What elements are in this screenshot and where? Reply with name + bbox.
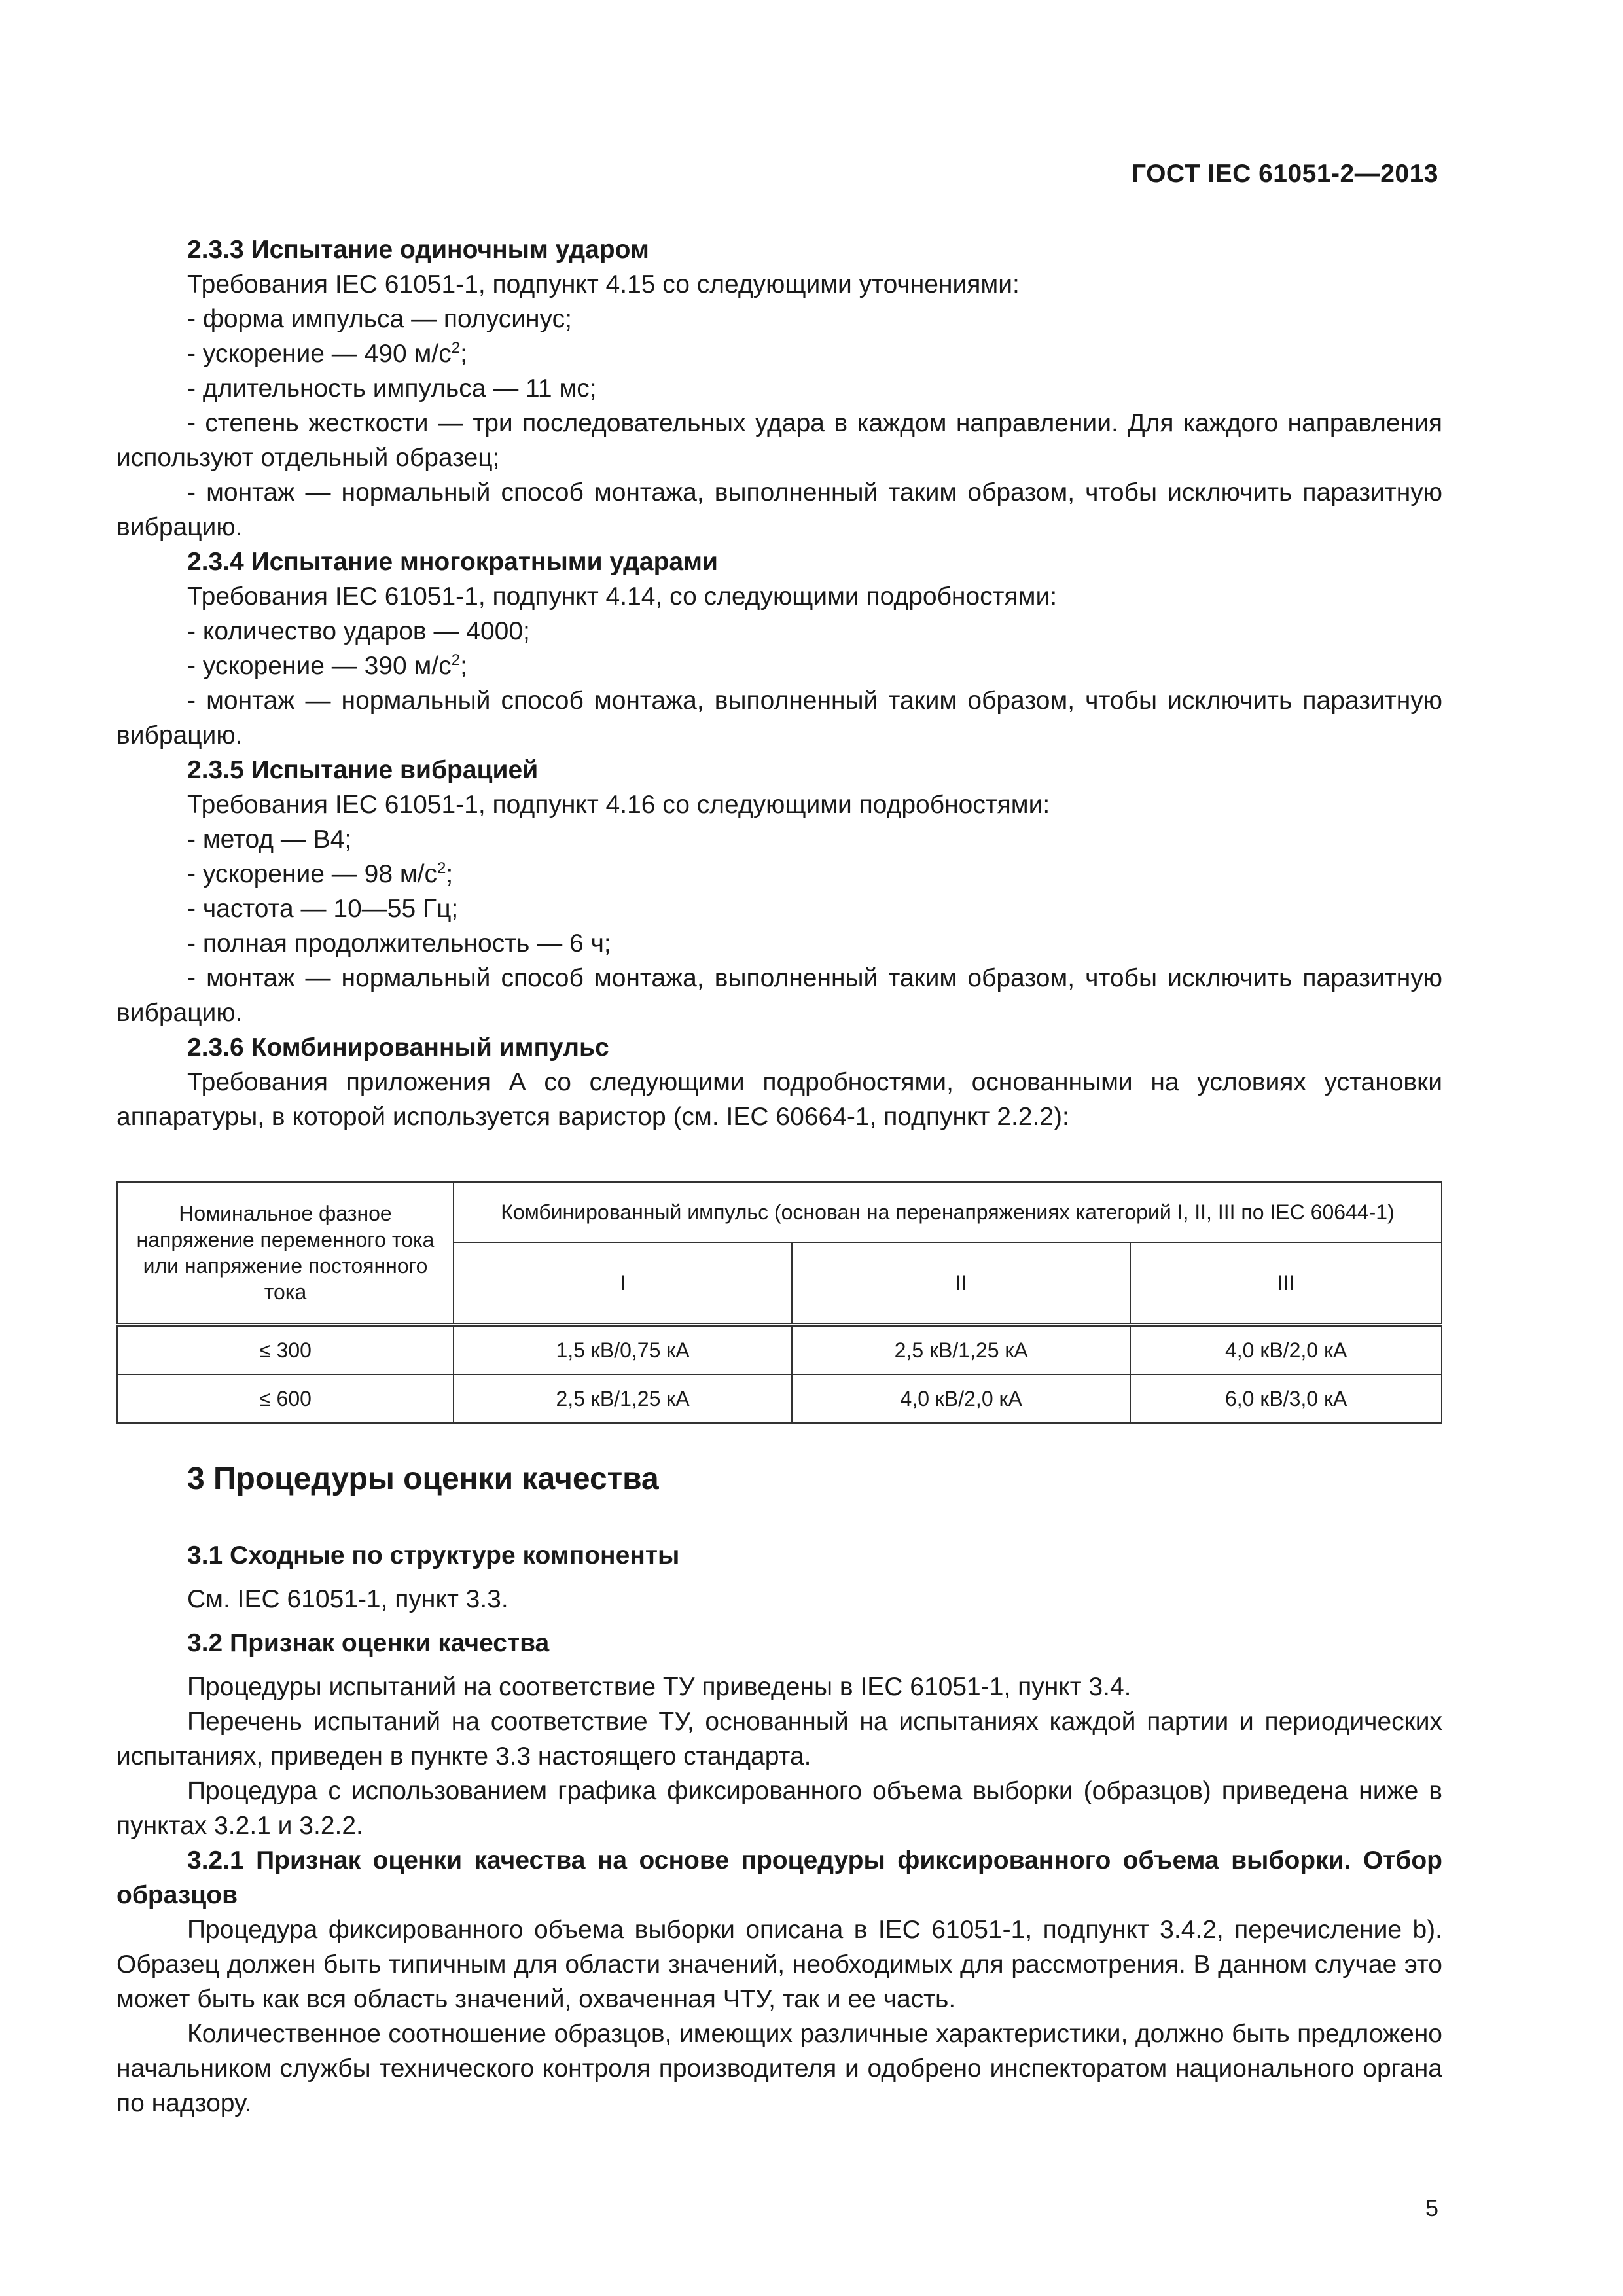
list-item-text: - ускорение — 490 м/с [187,340,452,368]
list-item [116,857,1442,891]
section-heading: 2.3.4 Испытание многократными ударами [187,548,718,576]
list-item: - монтаж — нормальный способ монтажа, выполненный таким образом, чтобы исключить паразитную вибрацию. [116,964,1442,1027]
paragraph: Перечень испытаний на соответствие ТУ, основанный на испытаниях каждой партии и периодических испытаниях, приведен в пункте 3.3 настоящего стандарта. [116,1708,1442,1770]
paragraph: Процедура фиксированного объема выборки описана в IEC 61051-1, подпункт 3.4.2, перечисление b). Образец должен быть типичным для области значений, необходимых для рассмотрения. В данном случае это может быть как вся область значений, охваченная ЧТУ, так и ее часть. [116,1916,1442,2013]
table-cell: 4,0 кВ/2,0 кА [1130,1325,1442,1374]
section-heading: 3.2.1 Признак оценки качества на основе процедуры фиксированного объема выборки. Отбор образцов [116,1846,1442,1909]
list-item [116,649,1442,683]
punctuation: ; [460,652,467,680]
paragraph: Количественное соотношение образцов, имеющих различные характеристики, должно быть предложено начальником службы технического контроля производителя и одобрено инспекторатом национального органа по надзору. [116,2020,1442,2117]
list-item: - длительность импульса — 11 мс; [187,374,597,403]
list-item-text: - ускорение — 390 м/с [187,652,452,680]
combined-impulse-table [116,1181,1442,1424]
table-cell: 1,5 кВ/0,75 кА [454,1325,792,1374]
paragraph: Процедура с использованием графика фиксированного объема выборки (образцов) приведена ниже в пунктах 3.2.1 и 3.2.2. [116,1777,1442,1840]
section-heading: 2.3.6 Комбинированный импульс [187,1033,609,1062]
list-item: - полная продолжительность — 6 ч; [187,929,611,958]
table-row [117,1325,1442,1374]
table-cell: ≤ 300 [117,1325,454,1374]
document-body [116,232,1442,2121]
list-item: - форма импульса — полусинус; [187,305,572,333]
paragraph: Требования IEC 61051-1, подпункт 4.15 со следующими уточнениями: [187,270,1020,298]
list-item: - монтаж — нормальный способ монтажа, выполненный таким образом, чтобы исключить паразитную вибрацию. [116,478,1442,541]
paragraph: Процедуры испытаний на соответствие ТУ приведены в IEC 61051-1, пункт 3.4. [187,1673,1132,1701]
table-row [117,1374,1442,1423]
table-header-category: III [1130,1242,1442,1325]
list-item: - количество ударов — 4000; [187,617,530,645]
list-item [116,336,1442,371]
section-heading: 3.2 Признак оценки качества [187,1629,550,1657]
table-header-category: II [792,1242,1130,1325]
table-cell: ≤ 600 [117,1374,454,1423]
document-code: ГОСТ IEC 61051-2—2013 [1131,160,1438,188]
table-cell: 2,5 кВ/1,25 кА [792,1325,1130,1374]
section-heading: 2.3.5 Испытание вибрацией [187,756,539,784]
table-header-voltage: Номинальное фазное напряжение переменного тока или напряжение постоянного тока [117,1182,454,1325]
table-cell: 2,5 кВ/1,25 кА [454,1374,792,1423]
paragraph: См. IEC 61051-1, пункт 3.3. [187,1585,508,1613]
chapter-heading: 3 Процедуры оценки качества [187,1462,659,1496]
paragraph: Требования приложения А со следующими подробностями, основанными на условиях установки аппаратуры, в которой используется варистор (см. IEC 60664-1, подпункт 2.2.2): [116,1068,1442,1131]
superscript: 2 [451,651,461,669]
list-item: - частота — 10—55 Гц; [187,895,459,923]
list-item: - монтаж — нормальный способ монтажа, выполненный таким образом, чтобы исключить паразитную вибрацию. [116,687,1442,749]
list-item-text: - ускорение — 98 м/с [187,860,438,888]
list-item: - метод — В4; [187,825,352,853]
table-cell: 6,0 кВ/3,0 кА [1130,1374,1442,1423]
superscript: 2 [451,339,461,357]
punctuation: ; [446,860,454,888]
punctuation: ; [460,340,467,368]
table-header-category: I [454,1242,792,1325]
table-header-group: Комбинированный импульс (основан на перенапряжениях категорий I, II, III по IEC 60644-1) [454,1182,1442,1242]
paragraph: Требования IEC 61051-1, подпункт 4.14, со следующими подробностями: [187,583,1058,611]
paragraph: Требования IEC 61051-1, подпункт 4.16 со следующими подробностями: [187,791,1050,819]
section-heading: 3.1 Сходные по структуре компоненты [187,1541,680,1570]
superscript: 2 [437,859,446,877]
table-cell: 4,0 кВ/2,0 кА [792,1374,1130,1423]
list-item: - степень жесткости — три последовательных удара в каждом направлении. Для каждого направления используют отдельный образец; [116,409,1442,472]
page-number: 5 [1425,2195,1438,2221]
section-heading: 2.3.3 Испытание одиночным ударом [187,236,649,264]
